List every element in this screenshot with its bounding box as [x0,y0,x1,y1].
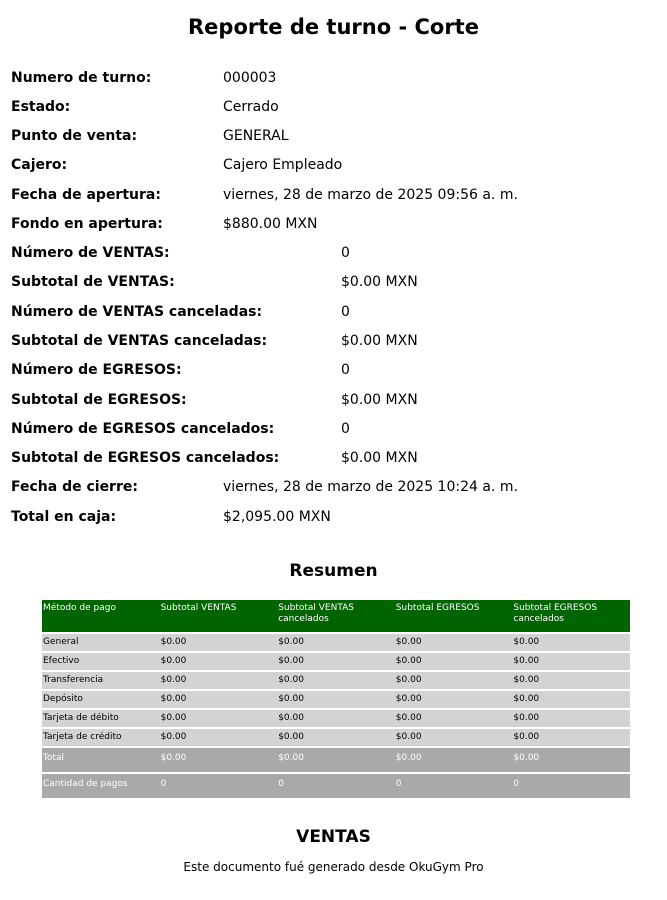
info-label: Total en caja: [11,509,117,525]
summary-title: Resumen [289,561,378,581]
table-header-row [42,600,630,633]
info-label: Número de VENTAS: [11,245,170,261]
table-cell: $0.00 [512,633,630,652]
table-cell: $0.00 [160,671,278,690]
info-label: Fecha de apertura: [11,187,161,203]
info-value: Cerrado [223,99,279,115]
table-row [42,728,630,747]
table-cell: Depósito [42,690,160,709]
table-cell: $0.00 [512,652,630,671]
info-label: Número de EGRESOS: [11,362,182,378]
column-header: Subtotal EGRESOS [395,600,513,633]
table-row [42,690,630,709]
info-label: Subtotal de VENTAS: [11,274,175,290]
info-label: Estado: [11,99,71,115]
table-cell: $0.00 [277,728,395,747]
sales-section-title: VENTAS [296,827,371,847]
info-value: $0.00 MXN [341,392,418,408]
info-label: Cajero: [11,157,68,173]
table-cell: $0.00 [512,671,630,690]
table-cell: $0.00 [395,671,513,690]
table-total-row [42,747,630,773]
table-cell: $0.00 [395,728,513,747]
column-header: Subtotal VENTAS [160,600,278,633]
table-cell: $0.00 [395,690,513,709]
table-cell: $0.00 [160,728,278,747]
info-value: 000003 [223,70,277,86]
column-header: Método de pago [42,600,160,633]
table-cell: General [42,633,160,652]
table-row [42,633,630,652]
table-cell: $0.00 [512,690,630,709]
table-cell: Transferencia [42,671,160,690]
table-cell: $0.00 [160,747,278,773]
info-value: $880.00 MXN [223,216,318,232]
table-cell: $0.00 [395,633,513,652]
info-value: $0.00 MXN [341,274,418,290]
footer-note: Este documento fué generado desde OkuGym Pro [183,860,484,874]
report-title: Reporte de turno - Corte [188,15,479,39]
table-cell: $0.00 [277,690,395,709]
info-value: 0 [341,304,350,320]
table-row [42,671,630,690]
table-cell: 0 [277,773,395,798]
info-label: Fecha de cierre: [11,479,138,495]
info-value: viernes, 28 de marzo de 2025 09:56 a. m. [223,187,518,203]
info-value: $0.00 MXN [341,333,418,349]
info-value: Cajero Empleado [223,157,343,173]
info-label: Número de VENTAS canceladas: [11,304,263,320]
info-value: $2,095.00 MXN [223,509,331,525]
table-cell: $0.00 [160,690,278,709]
info-label: Subtotal de EGRESOS cancelados: [11,450,280,466]
table-cell: Efectivo [42,652,160,671]
table-cell: Tarjeta de débito [42,709,160,728]
info-value: $0.00 MXN [341,450,418,466]
info-value: 0 [341,362,350,378]
table-cell: $0.00 [160,652,278,671]
table-row [42,652,630,671]
table-cell: Cantidad de pagos [42,773,160,798]
table-cell: 0 [160,773,278,798]
table-count-row [42,773,630,798]
table-cell: Tarjeta de crédito [42,728,160,747]
info-label: Número de EGRESOS cancelados: [11,421,275,437]
table-cell: $0.00 [395,652,513,671]
table-cell: $0.00 [277,709,395,728]
info-value: 0 [341,245,350,261]
info-label: Subtotal de EGRESOS: [11,392,187,408]
table-cell: $0.00 [277,747,395,773]
table-cell: Total [42,747,160,773]
table-cell: $0.00 [277,652,395,671]
info-value: 0 [341,421,350,437]
table-cell: $0.00 [512,747,630,773]
column-header: Subtotal VENTAS cancelados [277,600,395,633]
summary-table [42,600,630,798]
column-header: Subtotal EGRESOS cancelados [512,600,630,633]
table-cell: $0.00 [395,709,513,728]
table-cell: $0.00 [512,728,630,747]
table-cell: $0.00 [160,709,278,728]
table-cell: 0 [512,773,630,798]
table-cell: $0.00 [277,671,395,690]
table-cell: $0.00 [277,633,395,652]
info-label: Subtotal de VENTAS canceladas: [11,333,268,349]
info-value: GENERAL [223,128,289,144]
table-cell: $0.00 [395,747,513,773]
info-value: viernes, 28 de marzo de 2025 10:24 a. m. [223,479,518,495]
table-row [42,709,630,728]
info-label: Fondo en apertura: [11,216,163,232]
table-cell: 0 [395,773,513,798]
table-cell: $0.00 [512,709,630,728]
info-label: Numero de turno: [11,70,152,86]
table-cell: $0.00 [160,633,278,652]
info-label: Punto de venta: [11,128,138,144]
